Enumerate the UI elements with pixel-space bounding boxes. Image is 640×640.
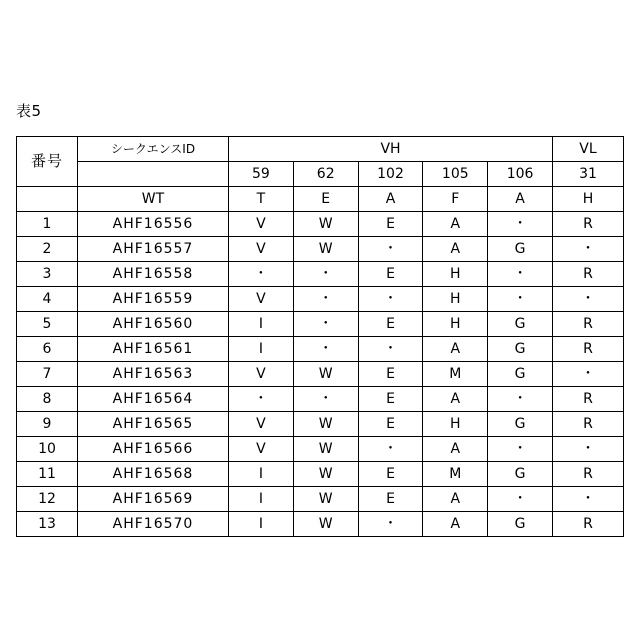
wt-value-105: F [423, 187, 488, 212]
wt-value-106: A [488, 187, 553, 212]
row-value-31: ・ [553, 487, 624, 512]
row-value-59: I [229, 337, 294, 362]
row-number-cell: 7 [17, 362, 78, 387]
row-sequence-id-cell: AHF16557 [78, 237, 229, 262]
header-group-vl: VL [553, 137, 624, 162]
row-value-102: ・ [358, 287, 423, 312]
row-value-62: W [293, 412, 358, 437]
row-sequence-id-cell: AHF16570 [78, 512, 229, 537]
row-number-cell: 4 [17, 287, 78, 312]
row-value-102: ・ [358, 237, 423, 262]
header-position-102: 102 [358, 162, 423, 187]
table-caption: 表5 [16, 102, 42, 120]
header-position-106: 106 [488, 162, 553, 187]
table-header-row-positions [17, 162, 624, 187]
row-value-102: E [358, 412, 423, 437]
header-position-31: 31 [553, 162, 624, 187]
row-value-31: ・ [553, 362, 624, 387]
table-row [17, 312, 624, 337]
row-value-105: A [423, 487, 488, 512]
row-value-106: G [488, 337, 553, 362]
row-value-106: ・ [488, 287, 553, 312]
row-value-62: W [293, 237, 358, 262]
row-value-59: I [229, 487, 294, 512]
row-sequence-id-cell: AHF16566 [78, 437, 229, 462]
sequence-mutation-table [16, 136, 624, 537]
row-value-31: ・ [553, 287, 624, 312]
header-position-105: 105 [423, 162, 488, 187]
row-value-62: W [293, 212, 358, 237]
table-row [17, 237, 624, 262]
row-value-105: A [423, 387, 488, 412]
row-value-102: E [358, 312, 423, 337]
row-value-59: ・ [229, 387, 294, 412]
row-value-31: R [553, 337, 624, 362]
table-row [17, 487, 624, 512]
row-value-31: R [553, 412, 624, 437]
row-value-59: V [229, 412, 294, 437]
header-position-59: 59 [229, 162, 294, 187]
row-sequence-id-cell: AHF16568 [78, 462, 229, 487]
table-row [17, 362, 624, 387]
row-value-31: R [553, 462, 624, 487]
row-value-62: W [293, 487, 358, 512]
row-value-62: W [293, 512, 358, 537]
row-value-31: R [553, 387, 624, 412]
row-value-105: A [423, 212, 488, 237]
row-value-62: W [293, 462, 358, 487]
table-row [17, 412, 624, 437]
table-header-row-groups [17, 137, 624, 162]
row-value-31: R [553, 262, 624, 287]
row-value-59: I [229, 512, 294, 537]
row-value-62: ・ [293, 387, 358, 412]
row-number-cell: 1 [17, 212, 78, 237]
row-number-cell: 9 [17, 412, 78, 437]
row-value-105: H [423, 412, 488, 437]
row-value-102: E [358, 387, 423, 412]
row-value-102: ・ [358, 512, 423, 537]
row-value-106: ・ [488, 212, 553, 237]
row-value-62: ・ [293, 312, 358, 337]
row-value-102: ・ [358, 337, 423, 362]
wt-value-62: E [293, 187, 358, 212]
wt-number-cell [17, 187, 78, 212]
row-value-106: ・ [488, 437, 553, 462]
wt-value-59: T [229, 187, 294, 212]
row-number-cell: 10 [17, 437, 78, 462]
table-row [17, 462, 624, 487]
row-value-106: G [488, 237, 553, 262]
row-number-cell: 3 [17, 262, 78, 287]
row-value-105: A [423, 437, 488, 462]
row-value-59: ・ [229, 262, 294, 287]
row-number-cell: 11 [17, 462, 78, 487]
row-value-106: G [488, 412, 553, 437]
row-value-106: G [488, 312, 553, 337]
row-value-62: W [293, 437, 358, 462]
row-sequence-id-cell: AHF16563 [78, 362, 229, 387]
table-row [17, 262, 624, 287]
row-sequence-id-cell: AHF16558 [78, 262, 229, 287]
row-value-62: W [293, 362, 358, 387]
row-value-106: ・ [488, 387, 553, 412]
row-value-59: I [229, 462, 294, 487]
row-value-102: E [358, 462, 423, 487]
row-sequence-id-cell: AHF16564 [78, 387, 229, 412]
row-sequence-id-cell: AHF16556 [78, 212, 229, 237]
row-value-106: G [488, 362, 553, 387]
row-value-59: V [229, 437, 294, 462]
row-value-31: ・ [553, 237, 624, 262]
row-number-cell: 5 [17, 312, 78, 337]
row-sequence-id-cell: AHF16560 [78, 312, 229, 337]
row-value-105: H [423, 262, 488, 287]
row-sequence-id-cell: AHF16565 [78, 412, 229, 437]
table-row [17, 512, 624, 537]
table-row [17, 437, 624, 462]
row-sequence-id-cell: AHF16559 [78, 287, 229, 312]
row-number-cell: 12 [17, 487, 78, 512]
row-number-cell: 13 [17, 512, 78, 537]
row-value-59: V [229, 237, 294, 262]
table-row [17, 387, 624, 412]
row-value-105: A [423, 337, 488, 362]
table-body [17, 187, 624, 537]
row-value-31: ・ [553, 437, 624, 462]
row-number-cell: 2 [17, 237, 78, 262]
header-position-62: 62 [293, 162, 358, 187]
wt-value-31: H [553, 187, 624, 212]
header-sequence-id: シークエンスID [78, 137, 229, 162]
row-value-102: ・ [358, 437, 423, 462]
row-value-59: V [229, 362, 294, 387]
row-value-106: G [488, 512, 553, 537]
row-value-106: ・ [488, 262, 553, 287]
row-value-105: H [423, 312, 488, 337]
row-value-62: ・ [293, 287, 358, 312]
row-sequence-id-cell: AHF16569 [78, 487, 229, 512]
row-value-102: E [358, 487, 423, 512]
wt-label-cell: WT [78, 187, 229, 212]
row-number-cell: 8 [17, 387, 78, 412]
row-value-106: ・ [488, 487, 553, 512]
row-number-cell: 6 [17, 337, 78, 362]
header-number: 番号 [17, 137, 78, 187]
row-value-59: V [229, 212, 294, 237]
row-value-102: E [358, 212, 423, 237]
row-value-105: M [423, 462, 488, 487]
row-value-59: V [229, 287, 294, 312]
row-value-105: A [423, 512, 488, 537]
header-group-vh: VH [229, 137, 553, 162]
row-value-102: E [358, 362, 423, 387]
table-row [17, 337, 624, 362]
row-value-105: H [423, 287, 488, 312]
row-value-105: M [423, 362, 488, 387]
table-row-wt [17, 187, 624, 212]
header-wt-spacer [78, 162, 229, 187]
row-value-102: E [358, 262, 423, 287]
row-value-62: ・ [293, 262, 358, 287]
row-value-59: I [229, 312, 294, 337]
wt-value-102: A [358, 187, 423, 212]
row-value-106: G [488, 462, 553, 487]
row-value-105: A [423, 237, 488, 262]
row-sequence-id-cell: AHF16561 [78, 337, 229, 362]
row-value-31: R [553, 512, 624, 537]
table-row [17, 287, 624, 312]
table-row [17, 212, 624, 237]
row-value-31: R [553, 312, 624, 337]
row-value-31: R [553, 212, 624, 237]
table-header [17, 137, 624, 187]
row-value-62: ・ [293, 337, 358, 362]
